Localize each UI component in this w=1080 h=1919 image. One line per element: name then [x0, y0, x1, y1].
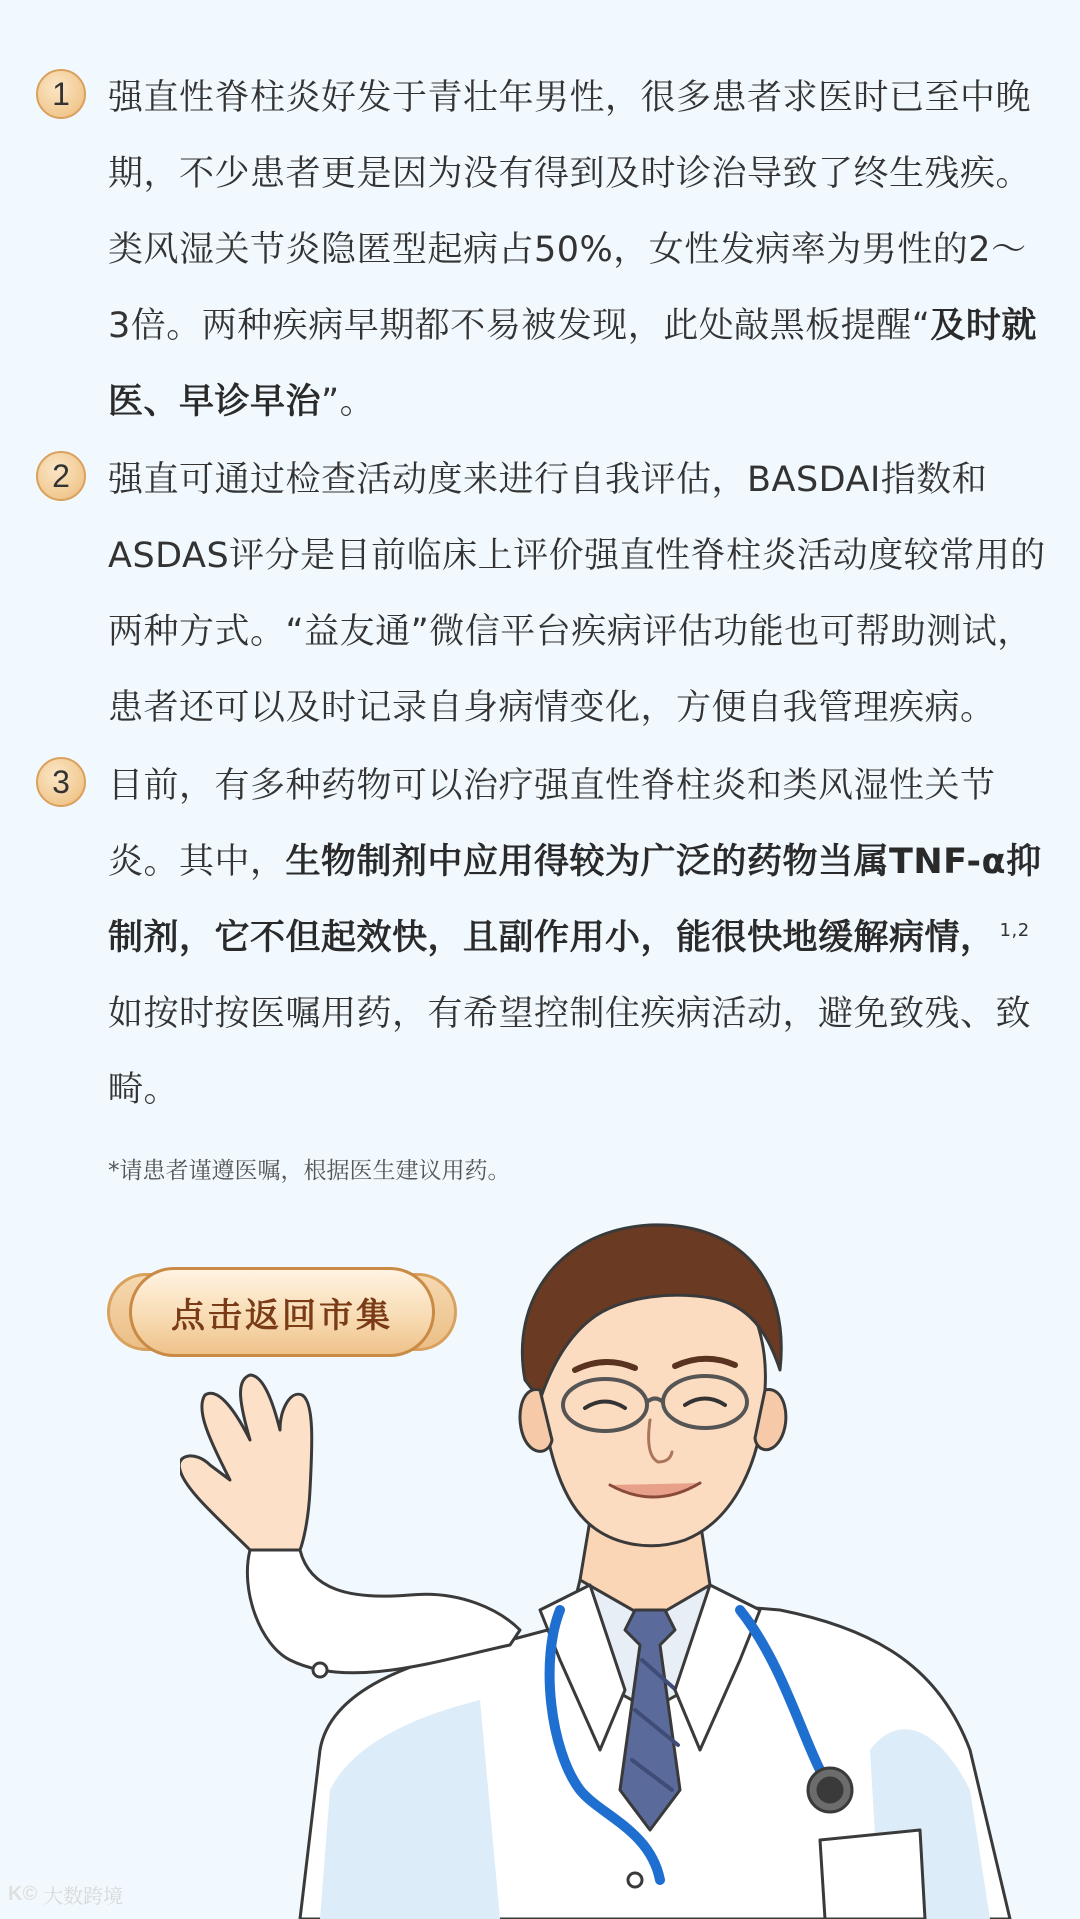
- citation: 1,2: [999, 920, 1030, 942]
- watermark: [8, 1880, 123, 1909]
- list-item: [36, 442, 1046, 746]
- watermark-text: 大数跨境: [43, 1884, 124, 1908]
- number-badge: 1: [36, 69, 86, 119]
- content-list: [36, 60, 1046, 1130]
- item-text: 强直可通过检查活动度来进行自我评估，BASDAI指数和ASDAS评分是目前临床上评价强直性脊柱炎活动度较常用的两种方式。“益友通”微信平台疾病评估功能也可帮助测试，患者还可以及时记录自身病情变化，方便自我管理疾病。: [108, 460, 1046, 728]
- watermark-logo: K©: [8, 1883, 38, 1905]
- item-text: 目前，有多种药物可以治疗强直性脊柱炎和类风湿性关节炎。其中，生物制剂中应用得较为广泛的药物当属TNF-α抑制剂，它不但起效快，且副作用小，能很快地缓解病情， $^{1,2}$如按时按医嘱用药，有希望控制住疾病活动，避免致残、致畸。: [108, 766, 1042, 1110]
- number-badge: 2: [36, 451, 86, 501]
- doctor-illustration: [180, 1190, 1080, 1919]
- item-text: 强直性脊柱炎好发于青壮年男性，很多患者求医时已至中晚期，不少患者更是因为没有得到及时诊治导致了终生残疾。类风湿关节炎隐匿型起病占50%，女性发病率为男性的2～3倍。两种疾病早期都不易被发现，此处敲黑板提醒“及时就医、早诊早治”。: [108, 78, 1037, 422]
- list-item: [36, 748, 1046, 1128]
- back-button-label: 点击返回市集: [129, 1267, 435, 1357]
- list-item: [36, 60, 1046, 440]
- footnote: *请患者谨遵医嘱，根据医生建议用药。: [108, 1158, 511, 1184]
- number-badge: 3: [36, 757, 86, 807]
